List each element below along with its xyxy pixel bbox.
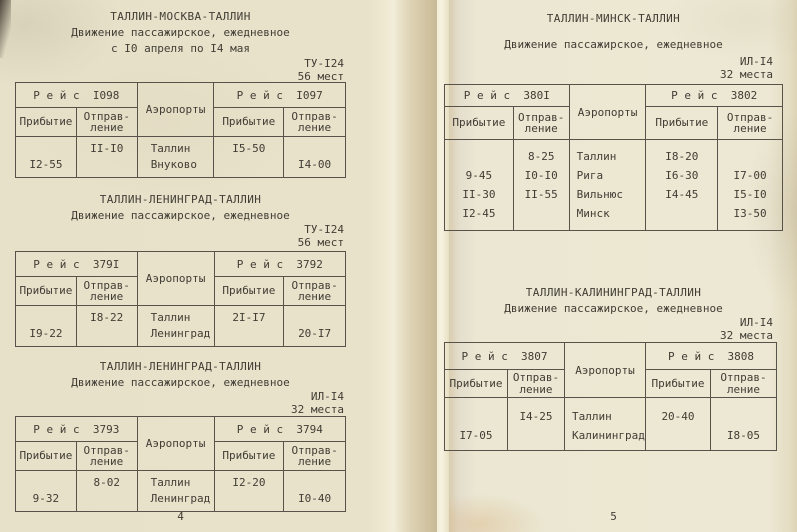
- airport-cell: Внуково: [150, 158, 198, 171]
- time-cell: [16, 141, 76, 157]
- flight-number-outbound: Р е й с 3807: [445, 343, 565, 370]
- time-cell: I6-30: [665, 169, 699, 182]
- timetable-leningrad-il14: [15, 416, 346, 512]
- departure-header-line: Отправ-: [83, 443, 130, 457]
- time-cell: [646, 204, 717, 223]
- time-cell: 9-45: [465, 169, 493, 182]
- departure-header-line: Отправ-: [726, 110, 774, 124]
- departure-header: [284, 277, 346, 306]
- departure-times-return: [284, 137, 346, 178]
- departure-header-line: ление: [298, 290, 332, 303]
- time-cell: I2-20: [232, 476, 266, 489]
- route-title: ТАЛЛИН-КАЛИНИНГРАД-ТАЛЛИН: [525, 286, 702, 299]
- airport-cell: Рига: [576, 169, 604, 182]
- departure-header-line: ление: [298, 455, 332, 468]
- time-cell: I4-45: [665, 188, 699, 201]
- departure-header: [76, 442, 137, 471]
- flight-number-return: Р е й с 3794: [214, 417, 345, 442]
- time-cell: I5-50: [232, 142, 266, 155]
- aircraft-type: ИЛ-I4: [310, 390, 344, 403]
- airport-cell: Ленинград: [150, 327, 211, 340]
- departure-header-line: ление: [90, 290, 124, 303]
- arrival-times-return: [214, 306, 284, 347]
- flight-number-outbound: Р е й с 380I: [445, 85, 570, 107]
- departure-header: [718, 107, 783, 140]
- schedule-note: Движение пассажирское, ежедневное: [71, 376, 290, 389]
- time-cell: [284, 310, 345, 326]
- airport-names: [565, 398, 646, 451]
- timetable-leningrad-tu124: [15, 251, 346, 347]
- time-cell: I9-22: [29, 327, 63, 340]
- departure-header-line: ление: [726, 382, 761, 396]
- flight-number-return: Р е й с 3808: [646, 343, 777, 370]
- airport-cell: Вильнюс: [576, 188, 624, 201]
- airport-cell: Таллин: [576, 150, 617, 163]
- airport-names: [137, 137, 214, 178]
- time-cell: 8-25: [527, 150, 555, 163]
- page-number: 5: [610, 510, 617, 523]
- seat-count: 32 места: [720, 328, 773, 342]
- aircraft-type: ИЛ-I4: [739, 316, 773, 329]
- departure-times-outbound: [513, 140, 569, 231]
- arrival-header: Прибытие: [646, 107, 718, 140]
- time-cell: 20-I7: [298, 327, 332, 340]
- time-cell: I8-22: [90, 311, 124, 324]
- departure-times-outbound: [508, 398, 565, 451]
- time-cell: [77, 326, 137, 342]
- time-cell: I8-20: [665, 150, 699, 163]
- time-cell: [16, 310, 76, 326]
- airport-cell: Таллин: [150, 476, 191, 489]
- airports-header: Аэропорты: [569, 85, 646, 140]
- departure-header: [513, 107, 569, 140]
- arrival-header: Прибытие: [214, 277, 284, 306]
- airport-cell: Таллин: [150, 311, 191, 324]
- page-number: 4: [177, 510, 184, 523]
- airport-cell: Таллин: [150, 142, 191, 155]
- departure-times-return: [284, 471, 346, 512]
- departure-header-line: Отправ-: [291, 278, 338, 292]
- arrival-times-return: [214, 137, 284, 178]
- departure-header-line: ление: [298, 121, 332, 134]
- schedule-note: Движение пассажирское, ежедневное: [71, 209, 290, 222]
- time-cell: 2I-I7: [232, 311, 266, 324]
- departure-header-line: ление: [90, 455, 124, 468]
- departure-header-line: Отправ-: [83, 278, 130, 292]
- time-cell: [711, 407, 776, 426]
- departure-header-line: Отправ-: [720, 371, 767, 384]
- period-note: с I0 апреля по I4 мая: [110, 42, 251, 55]
- arrival-header: Прибытие: [16, 442, 77, 471]
- timetable-kaliningrad: [444, 342, 777, 451]
- time-cell: II-I0: [90, 142, 124, 155]
- time-cell: [284, 141, 345, 157]
- time-cell: I5-I0: [733, 188, 767, 201]
- page-left-content: [15, 9, 346, 512]
- time-cell: 9-32: [32, 492, 60, 505]
- seat-count: 56 мест: [297, 235, 344, 249]
- time-cell: I8-05: [726, 429, 761, 442]
- flight-number-outbound: Р е й с 379I: [16, 252, 138, 277]
- departure-header: [76, 277, 137, 306]
- arrival-times-return: [214, 471, 284, 512]
- airport-names: [137, 471, 214, 512]
- time-cell: I7-00: [733, 169, 767, 182]
- arrival-header: Прибытие: [214, 108, 284, 137]
- departure-header: [76, 108, 137, 137]
- seat-count: 32 места: [291, 402, 344, 416]
- time-cell: I2-45: [462, 207, 496, 220]
- departure-times-outbound: [76, 471, 137, 512]
- departure-times-return: [711, 398, 777, 451]
- time-cell: I7-05: [459, 429, 493, 442]
- airport-names: [137, 306, 214, 347]
- route-title: ТАЛЛИН-МОСКВА-ТАЛЛИН: [110, 10, 251, 23]
- departure-times-outbound: [76, 306, 137, 347]
- arrival-times-outbound: [445, 398, 508, 451]
- airport-cell: Ленинград: [150, 492, 211, 505]
- aircraft-block: [15, 391, 346, 416]
- aircraft-block: [444, 317, 783, 342]
- departure-header-line: Отправ-: [518, 110, 565, 124]
- time-cell: I3-50: [733, 207, 767, 220]
- route-title: ТАЛЛИН-ЛЕНИНГРАД-ТАЛЛИН: [99, 193, 262, 206]
- departure-header: [284, 108, 346, 137]
- aircraft-block: [444, 56, 783, 81]
- aircraft-type: ИЛ-I4: [739, 55, 773, 68]
- departure-header: [284, 442, 346, 471]
- timetable-minsk: [444, 84, 783, 231]
- flight-number-return: Р е й с 3792: [214, 252, 345, 277]
- arrival-header: Прибытие: [16, 108, 77, 137]
- departure-header: [711, 370, 777, 398]
- time-cell: [445, 407, 507, 426]
- schedule-note: Движение пассажирское, ежедневное: [71, 26, 290, 39]
- time-cell: 20-40: [661, 410, 695, 423]
- airport-cell: Калининград: [572, 429, 645, 442]
- time-cell: II-30: [462, 188, 496, 201]
- airports-header: Аэропорты: [565, 343, 646, 398]
- time-cell: [77, 157, 137, 173]
- airports-header: Аэропорты: [137, 417, 214, 471]
- flight-number-return: Р е й с 3802: [646, 85, 783, 107]
- departure-header-line: Отправ-: [83, 109, 130, 123]
- airport-names: [569, 140, 646, 231]
- time-cell: [514, 204, 569, 223]
- timetable-moscow: [15, 82, 346, 178]
- time-cell: 8-02: [93, 476, 120, 489]
- seat-count: 56 мест: [297, 69, 344, 83]
- airports-header: Аэропорты: [137, 252, 214, 306]
- time-cell: [215, 326, 284, 342]
- flight-number-outbound: Р е й с 3793: [16, 417, 138, 442]
- time-cell: [445, 147, 513, 166]
- departure-header-line: Отправ-: [512, 371, 560, 384]
- time-cell: II-55: [524, 188, 558, 201]
- aircraft-block: [15, 224, 346, 249]
- departure-header-line: ление: [519, 382, 553, 396]
- flight-number-outbound: Р е й с I098: [16, 83, 138, 108]
- aircraft-block: [15, 58, 346, 83]
- time-cell: [284, 475, 345, 491]
- time-cell: I2-55: [29, 158, 63, 171]
- route-title: ТАЛЛИН-ЛЕНИНГРАД-ТАЛЛИН: [99, 360, 262, 373]
- time-cell: I4-25: [519, 410, 553, 423]
- time-cell: I0-40: [298, 492, 332, 505]
- schedule-note: Движение пассажирское, ежедневное: [504, 38, 723, 51]
- airport-cell: Минск: [576, 207, 610, 220]
- departure-header-line: ление: [90, 121, 124, 134]
- time-cell: [16, 475, 76, 491]
- time-cell: [508, 426, 564, 445]
- departure-times-return: [284, 306, 346, 347]
- arrival-times-outbound: [16, 306, 77, 347]
- airport-cell: Таллин: [572, 410, 612, 423]
- page-right: [449, 0, 797, 532]
- scan-corner-shadow: [0, 0, 11, 58]
- arrival-header: Прибытие: [646, 370, 711, 398]
- arrival-header: Прибытие: [214, 442, 284, 471]
- departure-times-return: [718, 140, 783, 231]
- time-cell: [718, 147, 782, 166]
- aircraft-type: ТУ-I24: [304, 223, 344, 236]
- departure-header-line: ление: [733, 122, 767, 135]
- departure-header-line: ление: [524, 122, 558, 135]
- page-right-content: [444, 11, 783, 451]
- route-title: ТАЛЛИН-МИНСК-ТАЛЛИН: [546, 12, 681, 25]
- schedule-note: Движение пассажирское, ежедневное: [504, 302, 723, 315]
- seat-count: 32 места: [720, 67, 773, 81]
- time-cell: [214, 157, 283, 173]
- arrival-header: Прибытие: [16, 277, 77, 306]
- arrival-times-outbound: [16, 137, 77, 178]
- departure-header-line: Отправ-: [291, 443, 338, 457]
- time-cell: I0-I0: [524, 169, 558, 182]
- flight-number-return: Р е й с I097: [214, 83, 346, 108]
- departure-header: [508, 370, 565, 398]
- time-cell: [646, 426, 710, 445]
- arrival-times-outbound: [445, 140, 514, 231]
- arrival-times-outbound: [16, 471, 77, 512]
- time-cell: I4-00: [298, 158, 332, 171]
- departure-header-line: Отправ-: [291, 109, 338, 123]
- arrival-header: Прибытие: [445, 370, 508, 398]
- arrival-times-return: [646, 140, 718, 231]
- arrival-header: Прибытие: [445, 107, 514, 140]
- time-cell: [77, 491, 137, 507]
- aircraft-type: ТУ-I24: [304, 57, 344, 70]
- departure-times-outbound: [76, 137, 137, 178]
- arrival-times-return: [646, 398, 711, 451]
- airports-header: Аэропорты: [137, 83, 214, 137]
- time-cell: [215, 491, 284, 507]
